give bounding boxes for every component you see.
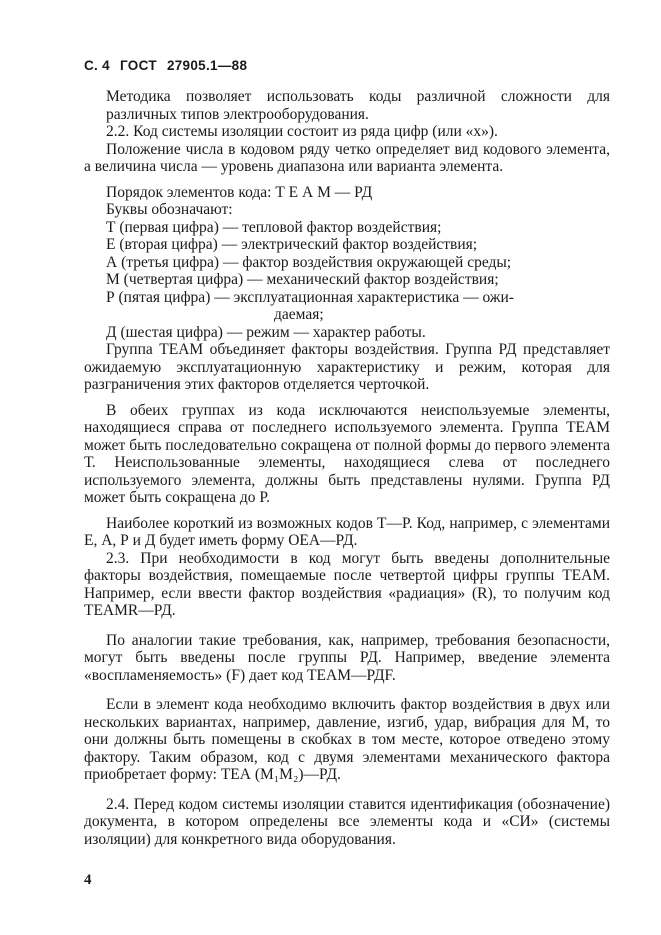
paragraph: Положение числа в кодовом ряду четко определяет вид кодового элемента, а величина числа — уровень диапазона или варианта элемента. xyxy=(84,140,610,175)
section-2-4: 2.4. Перед кодом системы изоляции ставится идентификация (обозначение) документа, в котором определены все элементы кода и «СИ» (системы изоляции) для конкретного вида оборудования. xyxy=(84,795,610,848)
paragraph: По аналогии такие требования, как, например, требования безопасности, могут быть введены после группы РД. Например, введение элемента «воспламеняемость» (F) дает код ТЕАМ—РДF. xyxy=(84,631,610,684)
section-2-2: 2.2. Код системы изоляции состоит из ряда цифр (или «х»). xyxy=(106,123,498,140)
paragraph: Если в элемент кода необходимо включить фактор воздействия в двух или нескольких вариантах, например, давление, изгиб, удар, вибрация для М, то они должны быть помещены в скобках в том месте, которое отведено этому фактору. Таким образом, код с двумя элементами механического фактора приобретает форму: ТЕА (М₁М₂)—РД. xyxy=(84,696,610,783)
section-2-3: 2.3. При необходимости в код могут быть введены дополнительные факторы воздействия, помещаемые после четвертой цифры группы ТЕАМ. Например, если ввести фактор воздействия «радиация» (R), то получим код TEAMR—РД. xyxy=(84,549,610,619)
paragraph: Наиболее короткий из возможных кодов Т—Р. Код, например, с элементами Е, А, Р и Д будет иметь форму ОЕА—РД. xyxy=(84,514,610,549)
list-item: Т (первая цифра) — тепловой фактор воздействия; xyxy=(106,218,442,236)
list-item: А (третья цифра) — фактор воздействия окружающей среды; xyxy=(106,253,512,271)
standard-number: 27905.1—88 xyxy=(166,58,248,73)
paragraph: Группа ТЕАМ объединяет факторы воздействия. Группа РД представляет ожидаемую эксплуатационную характеристику и режим, которая для разграничения этих факторов отделяется черточкой. xyxy=(84,341,610,393)
code-order-line: Порядок элементов кода: Т Е А М — РД xyxy=(106,183,373,201)
list-item: Е (вторая цифра) — электрический фактор воздействия; xyxy=(106,236,478,253)
letters-intro: Буквы обозначают: xyxy=(106,201,233,218)
page-header xyxy=(84,58,253,73)
document-body xyxy=(84,88,610,848)
page-label: С. 4 xyxy=(84,58,110,73)
list-item: М (четвертая цифра) — механический фактор воздействия; xyxy=(106,271,499,288)
standard-label: ГОСТ xyxy=(120,58,157,73)
list-item-continuation: даемая; xyxy=(274,306,324,323)
list-item: Р (пятая цифра) — эксплуатационная характеристика — ожи- xyxy=(106,288,514,306)
paragraph: В обеих группах из кода исключаются неиспользуемые элементы, находящиеся справа от последнего используемого элемента. Группа ТЕАМ может быть последовательно сокращена от полной формы до первого элемента Т. Неиспользованные элементы, находящиеся слева от последнего используемого элемента, должны быть представлены нулями. Группа РД может быть сокращена до Р. xyxy=(84,401,610,506)
paragraph: Методика позволяет использовать коды различной сложности для различных типов электрооборудования. xyxy=(106,88,610,123)
page-number: 4 xyxy=(84,872,92,888)
list-item: Д (шестая цифра) — режим — характер работы. xyxy=(106,323,426,341)
letters-list xyxy=(84,219,610,342)
